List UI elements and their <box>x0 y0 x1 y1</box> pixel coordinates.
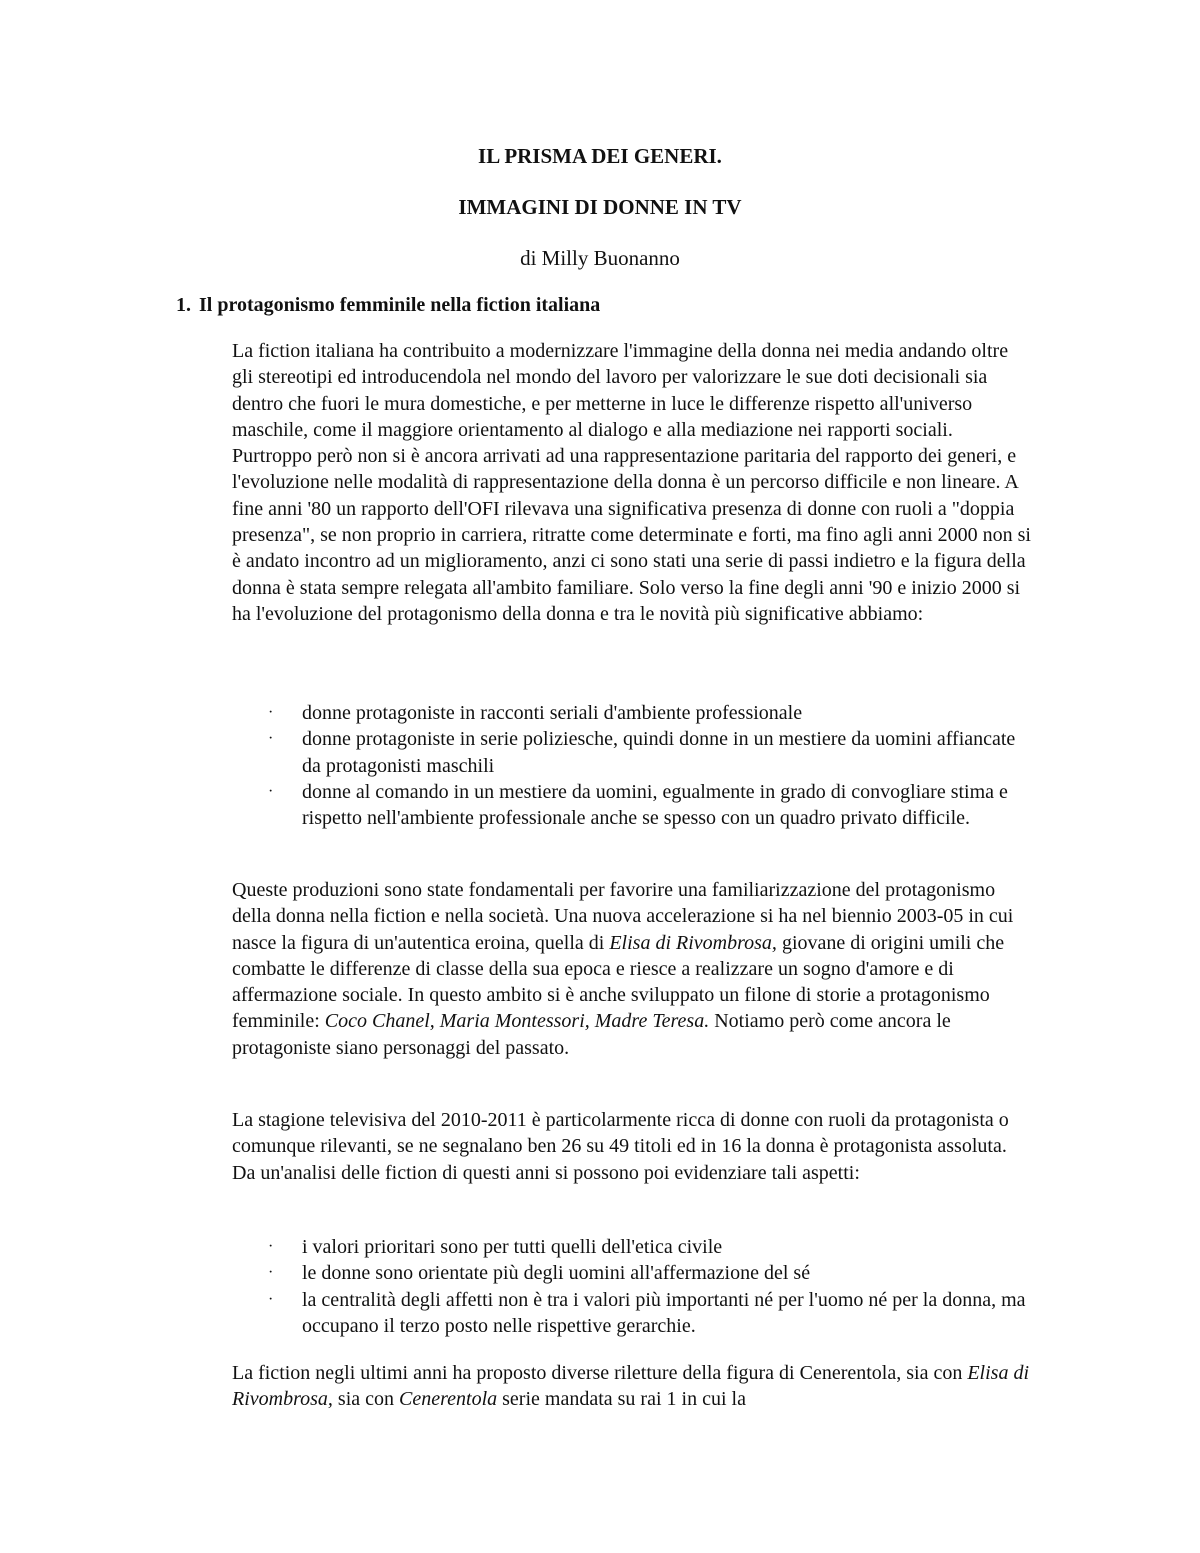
italic-title: Elisa di Rivombrosa, <box>609 931 777 954</box>
list-item-text: la centralità degli affetti non è tra i valori più importanti né per l'uomo né per la donna, ma occupano il terzo posto nelle rispettive gerarchie. <box>302 1288 1026 1337</box>
bullet-icon: · <box>268 1290 274 1308</box>
paragraph-cinderella <box>232 1360 1032 1413</box>
section-heading-text: Il protagonismo femminile nella fiction italiana <box>199 294 601 316</box>
aspects-list <box>232 1234 1032 1339</box>
list-item <box>232 1287 1032 1340</box>
list-item <box>232 779 1032 832</box>
list-item <box>232 1234 1032 1260</box>
paragraph-season: La stagione televisiva del 2010-2011 è particolarmente ricca di donne con ruoli da protagonista o comunque rilevanti, se ne segnalano ben 26 su 49 titoli ed in 16 la donna è protagonista assoluta. Da un'analisi delle fiction di questi anni si possono poi evidenziare tali aspetti: <box>232 1109 1009 1184</box>
paragraph-text: sia con <box>332 1388 400 1411</box>
list-item-text: donne al comando in un mestiere da uomini, egualmente in grado di convogliare stima e rispetto nell'ambiente professionale anche se spesso con un quadro privato difficile. <box>302 780 1008 830</box>
paragraph-productions <box>232 877 1032 1061</box>
list-item-text: i valori prioritari sono per tutti quelli dell'etica civile <box>302 1236 723 1258</box>
bullet-icon: · <box>268 1238 274 1255</box>
section-number: 1. <box>176 294 191 316</box>
list-item-text: le donne sono orientate più degli uomini all'affermazione del sé <box>302 1262 811 1285</box>
list-item <box>232 1260 1032 1286</box>
list-item-text: donne protagoniste in racconti seriali d'ambiente professionale <box>302 702 803 724</box>
list-item <box>232 700 1032 726</box>
italic-title: Elisa di Rivombrosa, <box>232 1362 1030 1411</box>
document-subtitle: IMMAGINI DI DONNE IN TV <box>458 195 742 219</box>
document-author: di Milly Buonanno <box>520 246 680 270</box>
paragraph-text: Notiamo però come ancora le protagoniste siano personaggi del passato. <box>232 1010 951 1059</box>
bullet-icon: · <box>268 704 274 721</box>
bullet-icon: · <box>268 1264 274 1282</box>
section-heading <box>176 294 600 317</box>
document-title: IL PRISMA DEI GENERI. <box>478 144 722 168</box>
paragraph-intro: La fiction italiana ha contribuito a modernizzare l'immagine della donna nei media andando oltre gli stereotipi ed introducendola nel mondo del lavoro per valorizzare le sue doti decisionali sia dentro che fuori le mura domestiche, e per metterne in luce le differenze rispetto all'universo maschile, come il maggiore orientamento al dialogo e alla mediazione nei rapporti sociali. Purtroppo però non si è ancora arrivati ad una rappresentazione paritaria del rapporto dei generi, e l'evoluzione nelle modalità di rappresentazione della donna è un percorso difficile e non lineare. A fine anni '80 un rapporto dell'OFI rilevava una significativa presenza di donne con ruoli a "doppia presenza", se non proprio in carriera, ritratte come determinate e forti, ma fino agli anni 2000 non si è andato incontro ad un miglioramento, anzi ci sono stati una serie di passi indietro e la figura della donna è stata sempre relegata all'ambito familiare. Solo verso la fine degli anni '90 e inizio 2000 si ha l'evoluzione del protagonismo della donna e tra le novità più significative abbiamo: <box>232 340 1031 625</box>
italic-title: Cenerentola <box>399 1388 498 1411</box>
paragraph-text: Queste produzioni sono state fondamentali per favorire una familiarizzazione del protagonismo della donna nella fiction e nella società. Una nuova accelerazione si ha nel biennio 2003-05 in cui nasce la figura di un'autentica eroina, quella di <box>232 879 1014 954</box>
novelty-list <box>232 700 1032 831</box>
paragraph-text: giovane di origini umili che combatte le differenze di classe della sua epoca e riesce a realizzare un sogno d'amore e di affermazione sociale. In questo ambito si è anche sviluppato un filone di storie a protagonismo femminile: <box>232 931 1005 1033</box>
paragraph-text: La fiction negli ultimi anni ha proposto diverse riletture della figura di Cenerentola, sia con <box>232 1362 968 1384</box>
bullet-icon: · <box>268 730 274 748</box>
list-item <box>232 726 1032 779</box>
italic-title: Coco Chanel, Maria Montessori, Madre Teresa. <box>324 1010 710 1033</box>
paragraph-text: serie mandata su rai 1 in cui la <box>497 1388 746 1411</box>
list-item-text: donne protagoniste in serie poliziesche, quindi donne in un mestiere da uomini affiancate da protagonisti maschili <box>302 728 1016 777</box>
bullet-icon: · <box>268 782 274 800</box>
